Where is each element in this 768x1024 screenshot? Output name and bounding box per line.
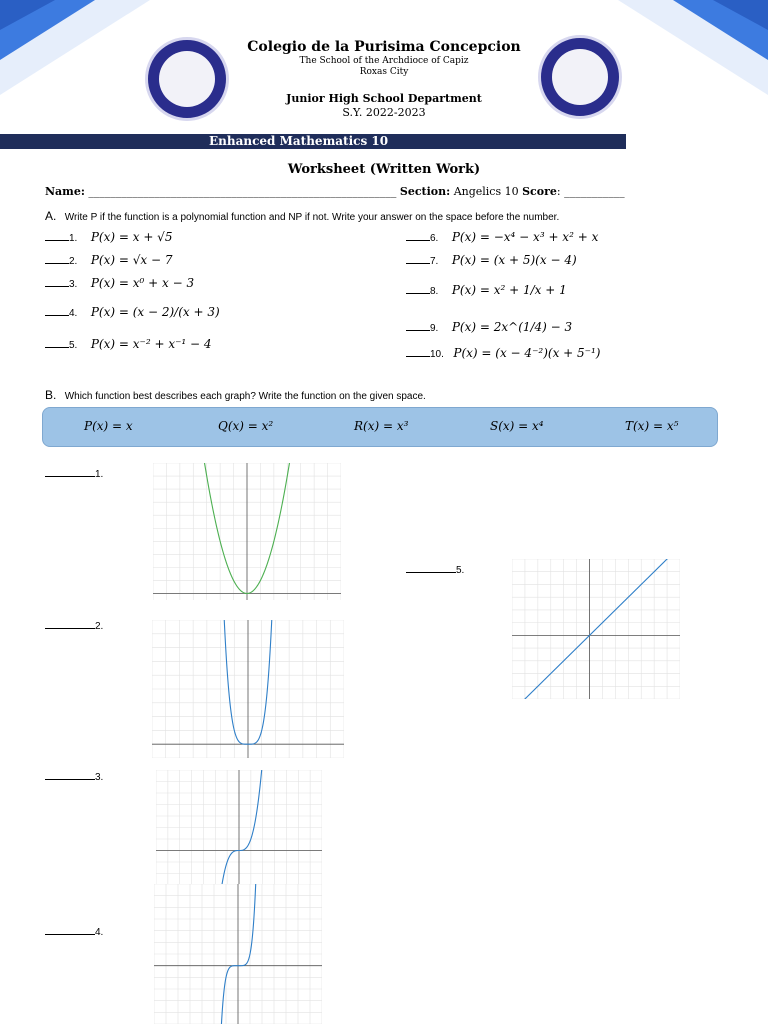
graph-5-linear (512, 559, 680, 699)
item-number: 6. (430, 233, 439, 244)
school-subtitle: The School of the Archdioce of Capiz (299, 56, 469, 66)
part-b-text: Which function best describes each graph? Write the function on the given space. (64, 391, 426, 402)
answer-blank[interactable] (45, 254, 69, 264)
answer-blank[interactable] (45, 277, 69, 287)
part-a-item-6 (406, 230, 598, 244)
part-a-text: Write P if the function is a polynomial function and NP if not. Write your answer on the space before the number. (64, 212, 560, 223)
part-a-item-9 (406, 320, 572, 334)
answer-blank[interactable] (406, 347, 430, 357)
worksheet-title: Worksheet (Written Work) (287, 162, 481, 177)
item-number: 3. (95, 772, 104, 783)
item-expression: P(x) = x⁻² + x⁻¹ − 4 (90, 337, 212, 351)
choice-s: S(x) = x⁴ (490, 419, 544, 433)
choice-q: Q(x) = x² (218, 419, 274, 433)
item-number: 3. (69, 279, 78, 290)
answer-blank[interactable] (406, 254, 430, 264)
name-field[interactable]: ________________________________________________________ (88, 185, 397, 198)
name-label: Name: (45, 185, 85, 198)
answer-blank[interactable] (406, 231, 430, 241)
answer-blank[interactable] (45, 306, 69, 316)
item-number: 1. (69, 233, 78, 244)
item-number: 4. (69, 308, 78, 319)
school-name: Colegio de la Purisima Concepcion (247, 39, 521, 55)
graph-4-quintic (154, 884, 322, 1024)
item-expression: P(x) = √x − 7 (90, 253, 173, 267)
part-a-item-8 (406, 283, 567, 297)
school-city: Roxas City (359, 67, 409, 77)
item-expression: P(x) = (x + 5)(x − 4) (451, 253, 577, 267)
item-expression: P(x) = x + √5 (90, 230, 173, 244)
part-a-item-1 (45, 230, 172, 244)
answer-blank[interactable] (45, 467, 95, 477)
answer-blank[interactable] (45, 770, 95, 780)
section-label: Section: (399, 185, 451, 198)
item-number: 8. (430, 286, 439, 297)
graph-3-cubic (156, 770, 322, 885)
item-expression: P(x) = (x − 2)/(x + 3) (90, 305, 220, 319)
answer-blank[interactable] (406, 321, 430, 331)
part-b-instruction (45, 388, 426, 402)
graph-1-parabola (153, 463, 341, 600)
graph-2-quartic (152, 620, 344, 758)
subject-title: Enhanced Mathematics 10 (209, 134, 389, 148)
part-a-item-3 (45, 276, 194, 290)
item-number: 10. (430, 349, 444, 360)
item-number: 5. (69, 340, 78, 351)
part-a-item-4 (45, 305, 220, 319)
part-a-instruction (45, 209, 559, 223)
choice-r: R(x) = x³ (354, 419, 409, 433)
item-number: 5. (456, 565, 465, 576)
answer-blank[interactable] (45, 338, 69, 348)
item-expression: P(x) = 2x^(1/4) − 3 (451, 320, 573, 334)
graph-item-1 (45, 467, 103, 480)
graph-item-3 (45, 770, 103, 783)
item-expression: P(x) = x⁰ + x − 3 (90, 276, 195, 290)
graph-item-5 (406, 563, 464, 576)
part-a-item-7 (406, 253, 577, 267)
score-field[interactable]: : ___________ (556, 185, 625, 198)
student-info-line (45, 185, 625, 198)
item-number: 1. (95, 469, 104, 480)
item-number: 2. (95, 621, 104, 632)
answer-blank[interactable] (406, 563, 456, 573)
graph-item-2 (45, 619, 103, 632)
part-b-letter: B. (45, 388, 57, 402)
choice-t: T(x) = x⁵ (625, 419, 679, 433)
part-a-item-10 (406, 346, 600, 360)
graph-item-4 (45, 925, 103, 938)
department-name: Junior High School Department (286, 92, 482, 105)
score-label: Score (522, 185, 557, 198)
section-value: Angelics 10 (453, 185, 519, 198)
part-a-item-2 (45, 253, 172, 267)
part-a-item-5 (45, 337, 212, 351)
function-choices-box (42, 407, 718, 447)
subject-bar (0, 134, 626, 149)
answer-blank[interactable] (45, 619, 95, 629)
answer-blank[interactable] (406, 284, 430, 294)
item-number: 9. (430, 323, 439, 334)
part-a-letter: A. (45, 209, 57, 223)
choice-p: P(x) = x (84, 419, 133, 433)
school-year: S.Y. 2022-2023 (342, 106, 426, 119)
item-number: 2. (69, 256, 78, 267)
item-number: 4. (95, 927, 104, 938)
item-number: 7. (430, 256, 439, 267)
item-expression: P(x) = x² + 1/x + 1 (451, 283, 567, 297)
answer-blank[interactable] (45, 231, 69, 241)
answer-blank[interactable] (45, 925, 95, 935)
item-expression: P(x) = (x − 4⁻²)(x + 5⁻¹) (453, 346, 601, 360)
item-expression: P(x) = −x⁴ − x³ + x² + x (451, 230, 599, 244)
